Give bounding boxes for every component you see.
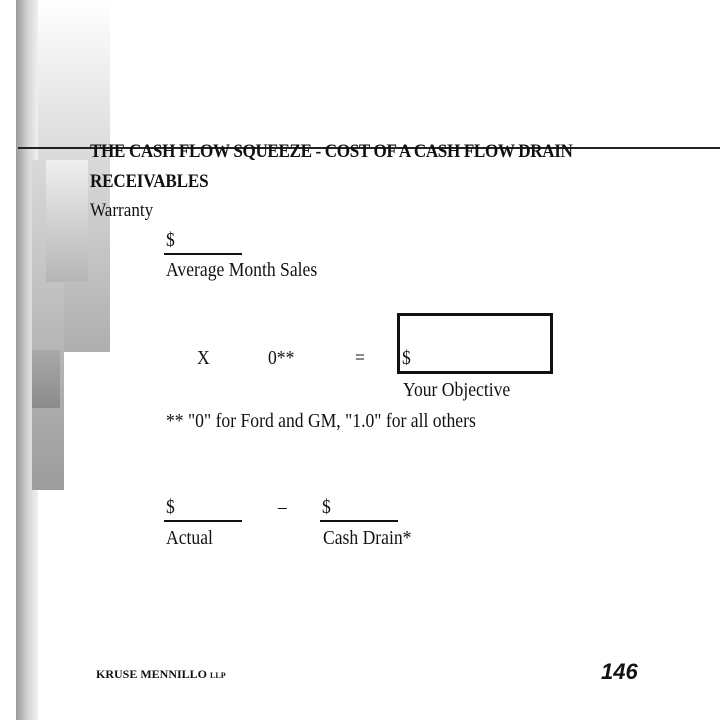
firm-suffix: LLP: [210, 671, 226, 680]
page-number: 146: [601, 659, 638, 684]
minus-symbol: –: [278, 496, 287, 518]
actual-blank-line: [164, 520, 242, 522]
decorative-bar-inner: [46, 160, 88, 282]
equals-symbol: =: [355, 347, 365, 369]
objective-box: [397, 313, 553, 374]
objective-dollar-sign: $: [402, 347, 411, 369]
actual-dollar-sign: $: [166, 496, 175, 518]
times-symbol: X: [197, 347, 210, 369]
cash-drain-blank-line: [320, 520, 398, 522]
actual-label: Actual: [166, 527, 213, 549]
decorative-bar-dark: [32, 350, 60, 408]
average-month-sales-label: Average Month Sales: [166, 259, 318, 281]
footnote: ** "0" for Ford and GM, "1.0" for all others: [166, 410, 476, 432]
firm-name-text: KRUSE MENNILLO: [96, 667, 208, 681]
multiplier-value: 0**: [268, 347, 295, 369]
cash-drain-dollar-sign: $: [322, 496, 331, 518]
section-heading: RECEIVABLES: [90, 171, 209, 192]
sales-blank-line: [164, 253, 242, 255]
your-objective-label: Your Objective: [403, 379, 511, 401]
section-subheading: Warranty: [90, 200, 154, 221]
slide-title: THE CASH FLOW SQUEEZE - COST OF A CASH FLOW DRAIN: [90, 141, 573, 162]
firm-name: [96, 667, 226, 682]
cash-drain-label: Cash Drain*: [323, 527, 412, 549]
sales-dollar-sign: $: [166, 229, 175, 251]
